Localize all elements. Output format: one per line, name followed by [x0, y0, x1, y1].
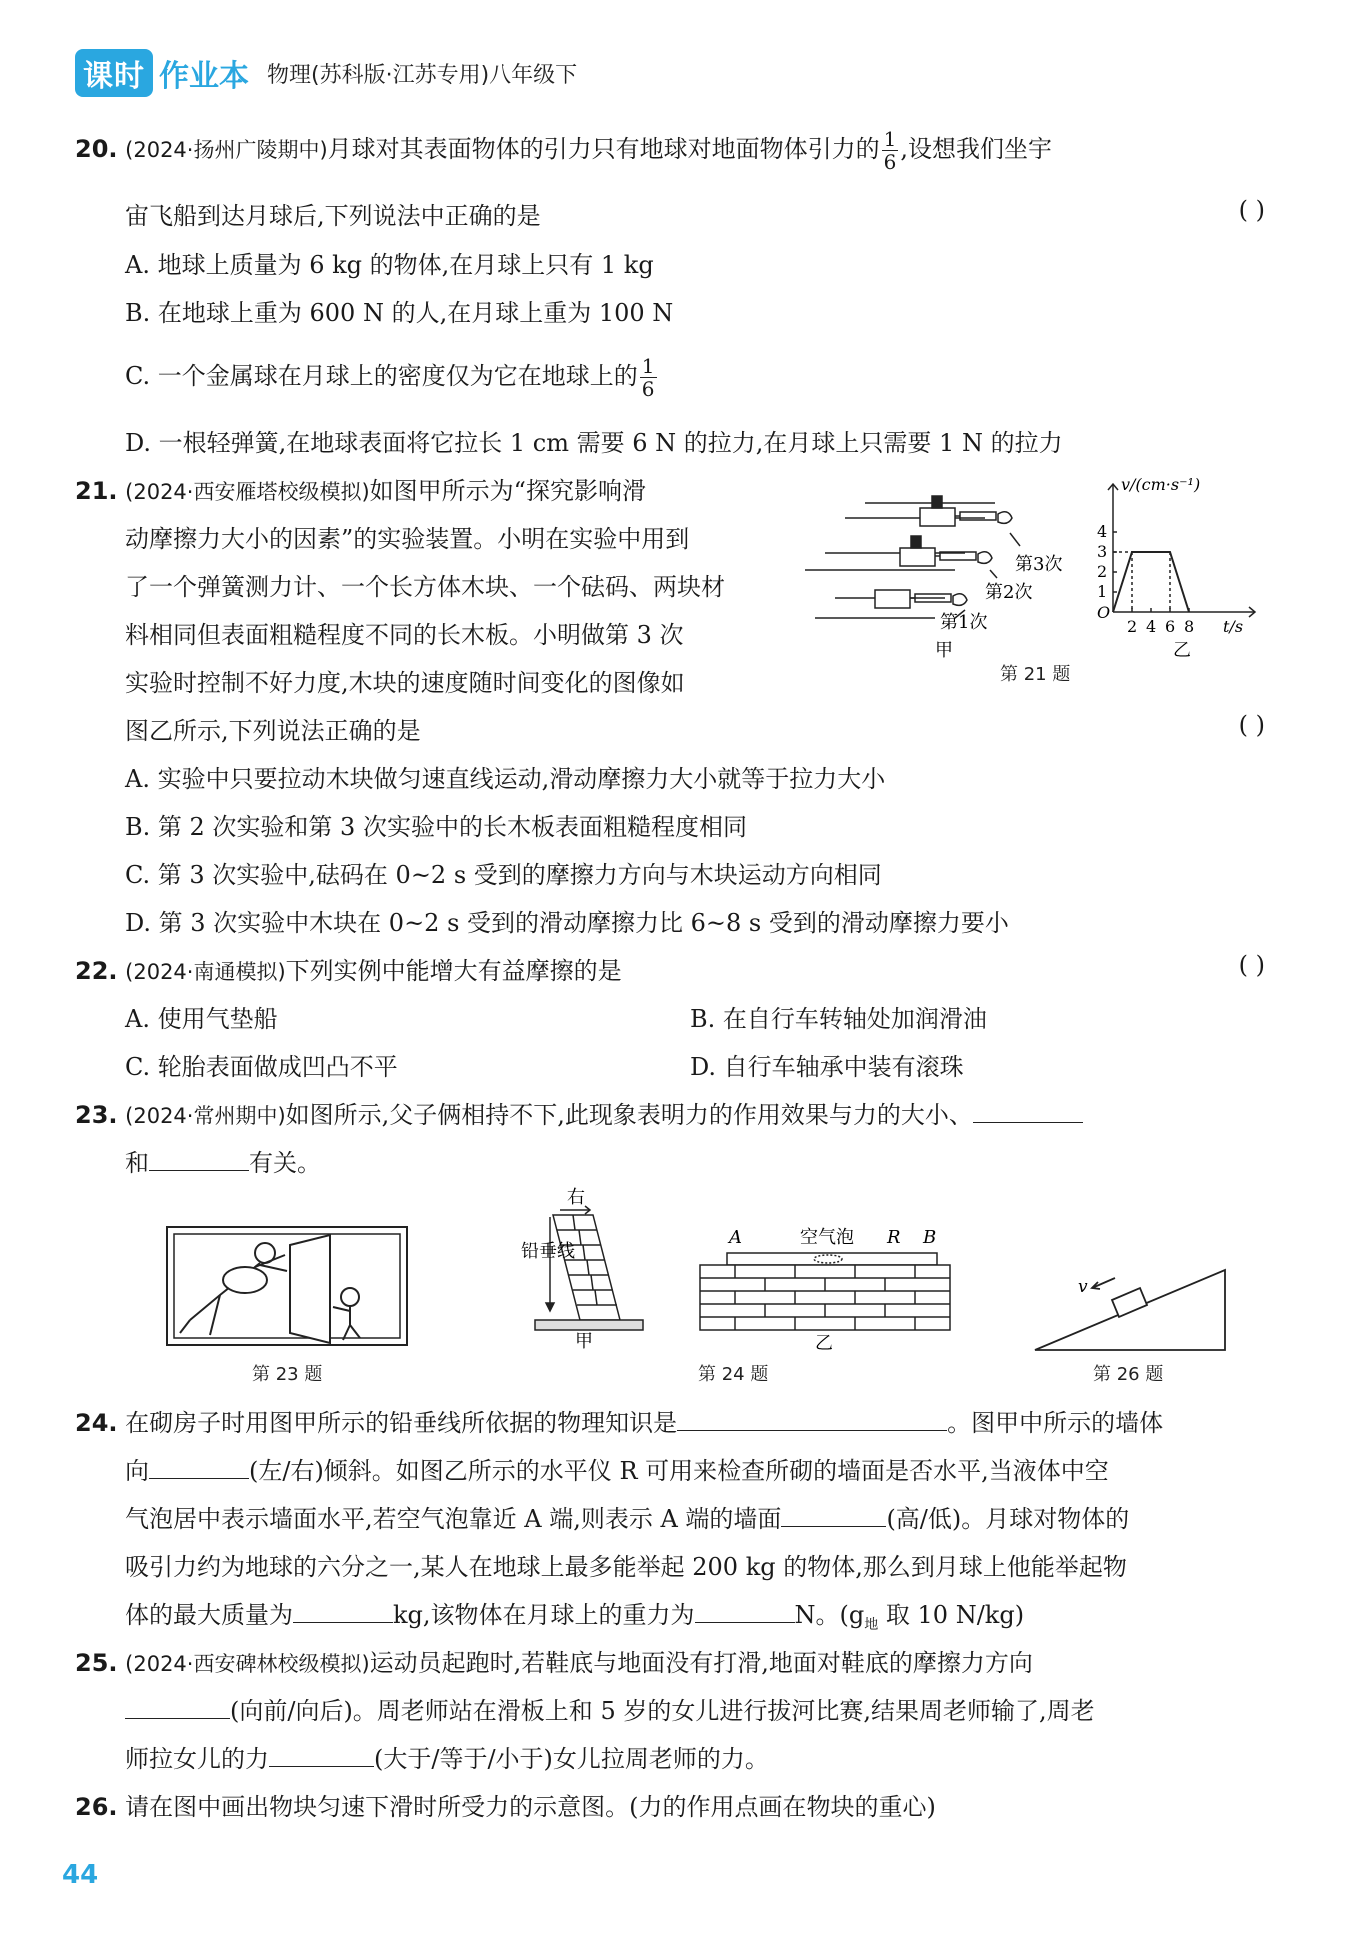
q21-option-a: A. 实验中只要拉动木块做匀速直线运动,滑动摩擦力大小就等于拉力大小: [125, 765, 886, 793]
q22-option-c: C. 轮胎表面做成凹凸不平: [125, 1053, 398, 1081]
q25-line1: 25. (2024·西安碑林校级模拟)运动员起跑时,若鞋底与地面没有打滑,地面对鞋底的摩擦力方向: [75, 1649, 1033, 1677]
q20-line1: [75, 128, 1052, 173]
answer-blank[interactable]: [293, 1600, 393, 1623]
q24-wall-figure: [515, 1185, 645, 1350]
label-v: v: [1078, 1277, 1088, 1297]
answer-blank[interactable]: [149, 1456, 249, 1479]
q20-stem-b: ,设想我们坐宇: [900, 135, 1053, 163]
q21-option-b: B. 第 2 次实验和第 3 次实验中的长木板表面粗糙程度相同: [125, 813, 747, 841]
q22-option-a: A. 使用气垫船: [125, 1005, 278, 1033]
figure-caption: 第 24 题: [698, 1364, 769, 1385]
question-source: (2024·西安碑林校级模拟): [125, 1652, 370, 1676]
q20-line2: 宙飞船到达月球后,下列说法中正确的是: [125, 202, 541, 230]
q24-line4: 吸引力约为地球的六分之一,某人在地球上最多能举起 200 kg 的物体,那么到月球上他能举起物: [125, 1553, 1127, 1581]
plumb-label: 铅垂线: [521, 1241, 575, 1262]
y-axis-label: v/(cm·s⁻¹): [1121, 475, 1201, 494]
q21-line5: 实验时控制不好力度,木块的速度随时间变化的图像如: [125, 669, 685, 697]
q21-apparatus-figure: [805, 478, 1095, 668]
q20-option-a: A. 地球上质量为 6 kg 的物体,在月球上只有 1 kg: [125, 251, 654, 279]
q20-stem-a: 月球对其表面物体的引力只有地球对地面物体引力的: [327, 135, 880, 163]
question-number: 21.: [75, 477, 118, 505]
question-source: (2024·常州期中): [125, 1104, 286, 1128]
answer-bracket[interactable]: ( ): [1238, 196, 1265, 224]
q24-line5: 体的最大质量为 kg,该物体在月球上的重力为 N。($g_地$ 取 10 N/kg): [125, 1601, 1025, 1633]
page-number: 44: [62, 1860, 99, 1890]
label-yi: 乙: [815, 1333, 833, 1350]
q21-line6: 图乙所示,下列说法正确的是: [125, 717, 421, 745]
q20-option-c: C. 一个金属球在月球上的密度仅为它在地球上的 $\frac{1}{6}$: [125, 354, 655, 401]
figure-caption: 第 21 题: [1000, 664, 1071, 685]
brand-logo: 课时: [75, 49, 153, 97]
answer-blank[interactable]: [973, 1100, 1083, 1123]
question-source: (2024·扬州广陵期中): [125, 138, 328, 162]
q22-line1: 22. (2024·南通模拟)下列实例中能增大有益摩擦的是: [75, 957, 622, 985]
y-tick: 3: [1097, 542, 1108, 561]
label-trial1: 第1次: [940, 612, 988, 633]
q20-option-b: B. 在地球上重为 600 N 的人,在月球上重为 100 N: [125, 299, 674, 327]
answer-bracket[interactable]: ( ): [1238, 951, 1265, 979]
answer-blank[interactable]: [149, 1148, 249, 1171]
q22-option-b: B. 在自行车转轴处加润滑油: [690, 1005, 987, 1033]
book-subject: 物理(苏科版·江苏专用)八年级下: [267, 62, 578, 88]
question-number: 24.: [75, 1409, 118, 1437]
q24-level-figure: [695, 1225, 955, 1350]
q24-line2: 向 (左/右)倾斜。如图乙所示的水平仪 R 可用来检查所砌的墙面是否水平,当液体中空: [125, 1457, 1109, 1485]
x-tick: 6: [1165, 617, 1176, 636]
figure-caption: 第 26 题: [1093, 1364, 1164, 1385]
q26-line1: 26. 请在图中画出物块匀速下滑时所受力的示意图。(力的作用点画在物块的重心): [75, 1793, 936, 1821]
q21-line4: 料相同但表面粗糙程度不同的长木板。小明做第 3 次: [125, 621, 684, 649]
origin-label: O: [1097, 603, 1111, 622]
answer-bracket[interactable]: ( ): [1238, 711, 1265, 739]
x-axis-label: t/s: [1223, 617, 1244, 636]
label-r: R: [887, 1227, 901, 1248]
q23-line2: 和 有关。: [125, 1149, 321, 1177]
answer-blank[interactable]: [695, 1600, 795, 1623]
q21-option-d: D. 第 3 次实验中木块在 0~2 s 受到的滑动摩擦力比 6~8 s 受到的滑动摩擦力要小: [125, 909, 1009, 937]
label-trial3: 第3次: [1015, 554, 1063, 575]
x-tick: 2: [1127, 617, 1138, 636]
answer-blank[interactable]: [781, 1504, 886, 1527]
q21-line3: 了一个弹簧测力计、一个长方体木块、一个砝码、两块材: [125, 573, 725, 601]
q24-line1: 24. 在砌房子时用图甲所示的铅垂线所依据的物理知识是 。图甲中所示的墙体: [75, 1409, 1164, 1437]
q21-vt-chart: [1095, 472, 1270, 662]
label-bubble: 空气泡: [800, 1227, 854, 1248]
q25-line2: (向前/向后)。周老师站在滑板上和 5 岁的女儿进行拔河比赛,结果周老师输了,周老: [125, 1691, 1095, 1726]
x-tick: 8: [1184, 617, 1195, 636]
label-a: A: [729, 1227, 742, 1248]
q20-option-d: D. 一根轻弹簧,在地球表面将它拉长 1 cm 需要 6 N 的拉力,在月球上只需要 1 N 的拉力: [125, 429, 1063, 457]
label-trial2: 第2次: [985, 582, 1033, 603]
label-jia: 甲: [935, 640, 953, 661]
y-tick: 2: [1097, 562, 1108, 581]
q22-option-d: D. 自行车轴承中装有滚珠: [690, 1053, 964, 1081]
q21-option-c: C. 第 3 次实验中,砝码在 0~2 s 受到的摩擦力方向与木块运动方向相同: [125, 861, 882, 889]
q26-incline-figure: [1030, 1260, 1230, 1355]
q25-line3: 师拉女儿的力 (大于/等于/小于)女儿拉周老师的力。: [125, 1745, 769, 1773]
x-tick: 4: [1146, 617, 1157, 636]
question-number: 22.: [75, 957, 118, 985]
y-tick: 4: [1097, 522, 1108, 541]
answer-blank[interactable]: [125, 1696, 230, 1719]
q24-line3: 气泡居中表示墙面水平,若空气泡靠近 A 端,则表示 A 端的墙面 (高/低)。月球对物体的: [125, 1505, 1130, 1533]
answer-blank[interactable]: [677, 1408, 947, 1431]
question-number: 26.: [75, 1793, 118, 1821]
question-source: (2024·西安雁塔校级模拟): [125, 480, 370, 504]
question-number: 20.: [75, 135, 118, 163]
label-right: 右: [567, 1187, 585, 1208]
label-b: B: [923, 1227, 937, 1248]
label-yi: 乙: [1173, 640, 1191, 661]
fraction: $\frac{1}{6}$: [641, 354, 655, 401]
fraction: $\frac{1}{6}$: [883, 127, 897, 174]
header: [75, 52, 577, 94]
brand-name: 作业本: [159, 59, 249, 94]
y-tick: 1: [1097, 582, 1108, 601]
question-number: 25.: [75, 1649, 118, 1677]
question-source: (2024·南通模拟): [125, 960, 286, 984]
question-number: 23.: [75, 1101, 118, 1129]
q23-door-figure: [165, 1225, 410, 1350]
q21-line1: 21. (2024·西安雁塔校级模拟)如图甲所示为“探究影响滑: [75, 477, 646, 505]
answer-blank[interactable]: [269, 1744, 374, 1767]
figure-caption: 第 23 题: [252, 1364, 323, 1385]
q21-line2: 动摩擦力大小的因素”的实验装置。小明在实验中用到: [125, 525, 690, 553]
label-jia: 甲: [575, 1331, 593, 1350]
q23-line1: 23. (2024·常州期中)如图所示,父子俩相持不下,此现象表明力的作用效果与力的大小、: [75, 1095, 1083, 1130]
